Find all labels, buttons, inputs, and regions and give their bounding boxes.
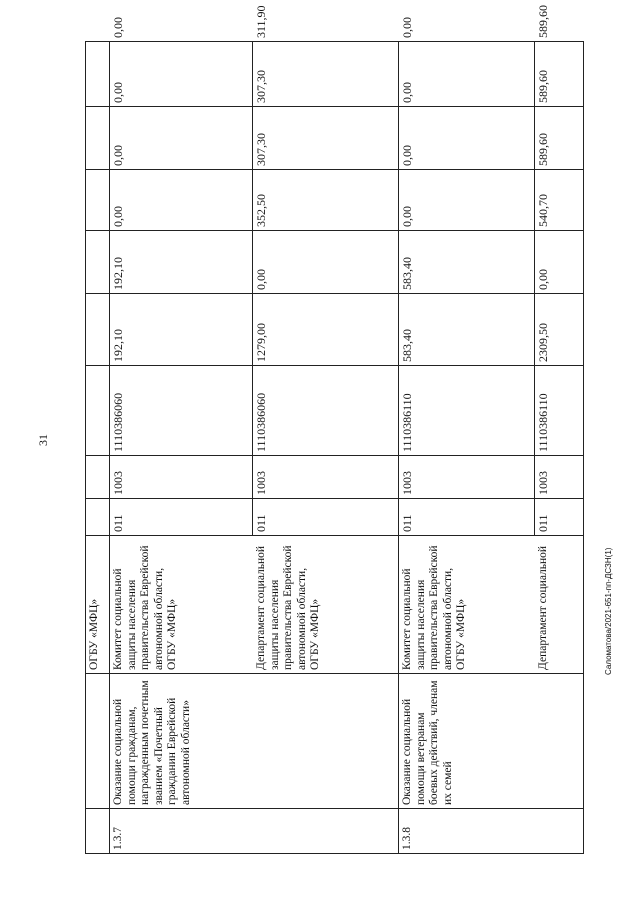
col-divider xyxy=(85,106,584,107)
executor: Комитет социальной защиты населения правительства Еврейской автономной области, ОГБУ «МФЦ» xyxy=(401,545,467,670)
target-article-code: 1110386110 xyxy=(536,393,550,452)
amount-year-last: 0,00 xyxy=(111,17,125,38)
grbs-code: 011 xyxy=(111,514,125,532)
amount-year: 0,00 xyxy=(111,206,125,227)
amount-total: 1279,00 xyxy=(254,323,268,362)
amount-year: 583,40 xyxy=(400,257,414,290)
col-divider xyxy=(85,169,584,170)
grbs-code: 011 xyxy=(254,514,268,532)
section-code: 1003 xyxy=(254,471,268,495)
measure-name: Оказание социальной помощи гражданам, награжденным почетным званием «Почетный гражданин Еврейской автономной области» xyxy=(112,680,192,805)
amount-year: 307,30 xyxy=(254,133,268,166)
amount-year: 0,00 xyxy=(400,82,414,103)
amount-year: 589,60 xyxy=(536,70,550,103)
row-number: 1.3.8 xyxy=(401,827,413,850)
amount-year-hidden xyxy=(110,34,114,42)
amount-year-last: 311,90 xyxy=(254,5,268,38)
amount-year-last: 0,00 xyxy=(400,17,414,38)
amount-year: 589,60 xyxy=(536,133,550,166)
budget-table xyxy=(85,42,583,854)
target-article-code: 1110386060 xyxy=(111,392,125,452)
col-divider xyxy=(85,498,584,499)
section-code: 1003 xyxy=(536,471,550,495)
executor: Комитет социальной защиты населения правительства Еврейской автономной области, ОГБУ «МФЦ» xyxy=(112,545,178,670)
header-executor: ОГБУ «МФЦ» xyxy=(88,598,100,670)
table-border-right xyxy=(85,41,584,42)
amount-year: 192,10 xyxy=(111,257,125,290)
amount-year: 0,00 xyxy=(400,206,414,227)
grbs-code: 011 xyxy=(536,514,550,532)
grbs-code: 011 xyxy=(400,514,414,532)
section-code: 1003 xyxy=(400,471,414,495)
col-divider xyxy=(85,455,584,456)
amount-year-last: 589,60 xyxy=(536,5,550,38)
amount-year: 307,30 xyxy=(254,70,268,103)
amount-year: 540,70 xyxy=(536,194,550,227)
table-border-top xyxy=(85,42,86,854)
target-article-code: 1110386110 xyxy=(400,393,414,452)
amount-total: 2309,50 xyxy=(536,323,550,362)
table-border-bottom xyxy=(583,42,584,854)
amount-year: 0,00 xyxy=(254,269,268,290)
document-id: Саломатова/2021-651-пп-ДСЗН(1) xyxy=(604,547,613,675)
executor: Департамент социальной xyxy=(537,545,549,670)
amount-total: 192,10 xyxy=(111,329,125,362)
target-article-code: 1110386060 xyxy=(254,392,268,452)
row-number: 1.3.7 xyxy=(112,827,124,850)
amount-year: 0,00 xyxy=(111,145,125,166)
executor: Департамент социальной защиты населения правительства Еврейской автономной области, ОГБУ «МФЦ» xyxy=(255,545,321,670)
amount-year: 0,00 xyxy=(111,82,125,103)
amount-year: 0,00 xyxy=(400,145,414,166)
amount-year: 0,00 xyxy=(536,269,550,290)
amount-total: 583,40 xyxy=(400,329,414,362)
col-divider xyxy=(85,365,584,366)
col-divider xyxy=(85,230,584,231)
measure-name: Оказание социальной помощи ветеранам боевых действий, членам их семей xyxy=(401,680,454,805)
section-code: 1003 xyxy=(111,471,125,495)
col-divider xyxy=(85,293,584,294)
page-number: 31 xyxy=(36,434,50,446)
amount-year: 352,50 xyxy=(254,194,268,227)
